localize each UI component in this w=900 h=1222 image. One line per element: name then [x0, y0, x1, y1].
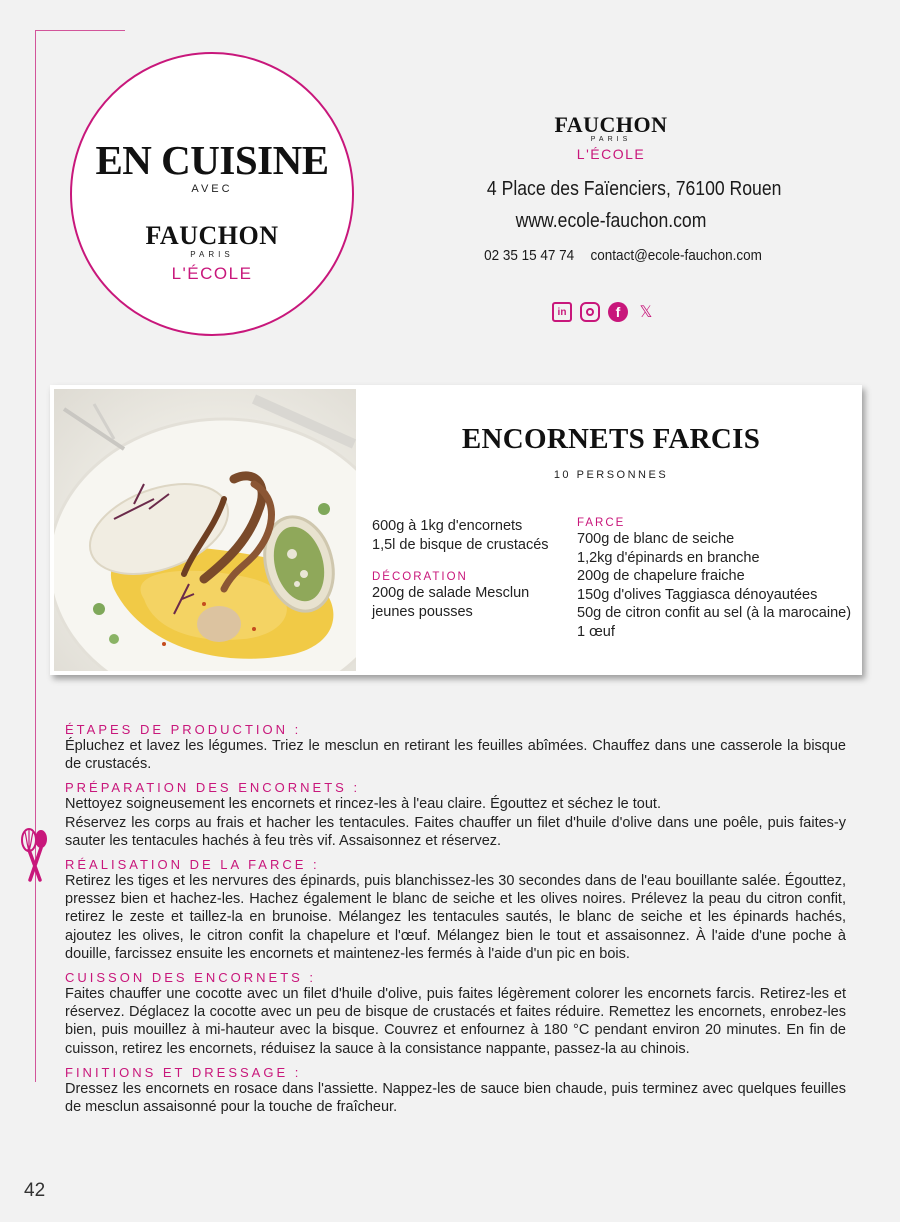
- step-text: Retirez les tiges et les nervures des épinards, puis blanchissez-les 30 secondes dans de l'eau bouillante salée. Égouttez, pressez bien et hachez-les. Hachez également le blanc de seiche et les olives noires. Prélevez la peau du citron confit, retirez le zeste et taillez-la en brunoise. Mélangez les tentacules sautés, le blanc de seiche et les épinards hachés, ajoutez les olives, le citron confit la chapelure et l'œuf. Mélangez bien le tout et assaisonnez. À l'aide d'une poche à douille, farcissez ensuite les encornets et maintenez-les fermés à l'aide d'un pic en bois.: [65, 873, 846, 962]
- circle-title: EN CUISINE: [95, 137, 329, 183]
- social-links: [552, 302, 656, 322]
- whisk-spoon-icon: [18, 828, 52, 884]
- contact-phone-email: [484, 247, 762, 264]
- contact-brand-sub: PARIS: [590, 136, 632, 143]
- facebook-icon[interactable]: f: [608, 302, 628, 322]
- step-text: Dressez les encornets en rosace dans l'assiette. Nappez-les de sauce bien chaude, puis terminez avec quelques feuilles de mesclun assaisonné pour la touche de fraîcheur.: [65, 1080, 846, 1116]
- ingredients-left-column: [372, 517, 562, 621]
- contact-ecole: L'ÉCOLE: [576, 146, 646, 162]
- step-text: Nettoyez soigneusement les encornets et rincez-les à l'eau claire. Égouttez et séchez le tout. Réservez les corps au frais et hacher les tentacules. Faites chauffer un filet d'huile d'olive dans une poêle, puis faites-y sauter les tentacules hachés à feu très vif. Assaisonnez et réservez.: [65, 796, 846, 849]
- decoration-heading: DÉCORATION: [372, 571, 468, 583]
- frame-line-left: [35, 30, 36, 1082]
- contact-website-link[interactable]: www.ecole-fauchon.com: [515, 210, 707, 232]
- dish-photo: [54, 389, 356, 671]
- ingredient-item: jeunes pousses: [372, 603, 473, 620]
- dish-illustration: [54, 389, 356, 671]
- ingredient-item: 200g de chapelure fraiche: [577, 568, 745, 584]
- contact-email-link[interactable]: contact@ecole-fauchon.com: [590, 247, 762, 264]
- ingredient-item: 150g d'olives Taggiasca dénoyautées: [577, 586, 818, 603]
- ingredients-right-column: [577, 516, 859, 641]
- x-icon[interactable]: 𝕏: [639, 304, 653, 321]
- step-heading: CUISSON DES ENCORNETS :: [65, 970, 317, 986]
- ingredient-item: 50g de citron confit au sel (à la marocaine): [577, 605, 852, 621]
- linkedin-icon[interactable]: in: [552, 302, 572, 322]
- circle-avec: AVEC: [191, 183, 233, 195]
- ingredient-item: 1 œuf: [577, 623, 615, 640]
- step-heading: PRÉPARATION DES ENCORNETS :: [65, 780, 361, 796]
- frame-line-top: [35, 30, 125, 31]
- recipe-steps: [65, 722, 846, 1116]
- ingredient-item: 1,2kg d'épinards en branche: [577, 549, 760, 566]
- ingredient-item: 600g à 1kg d'encornets: [372, 518, 523, 534]
- step-text: Faites chauffer une cocotte avec un filet d'huile d'olive, puis faites légèrement colorer les encornets farcis. Retirez-les et réservez. Déglacez la cocotte avec un peu de bisque de crustacés et faites réduire. Remettez les encornets, enrobez-les bien, puis mouillez à mi-hauteur avec la bisque. Couvrez et enfournez à 180 °C pendant environ 20 minutes. En fin de cuisson, retirez les encornets, réduisez la sauce à la consistance nappante, passez-la au chinois.: [65, 986, 846, 1057]
- ingredient-item: 700g de blanc de seiche: [577, 531, 735, 547]
- ingredient-item: 200g de salade Mesclun: [372, 585, 530, 601]
- step-heading: RÉALISATION DE LA FARCE :: [65, 857, 320, 873]
- recipe-servings: 10 PERSONNES: [553, 469, 669, 481]
- circle-ecole: L'ÉCOLE: [171, 264, 253, 283]
- farce-heading: FARCE: [577, 517, 626, 529]
- circle-brand: FAUCHON: [145, 221, 279, 250]
- instagram-icon[interactable]: [580, 302, 600, 322]
- page-number: 42: [24, 1180, 46, 1201]
- recipe-title: ENCORNETS FARCIS: [461, 423, 761, 455]
- contact-phone[interactable]: 02 35 15 47 74: [484, 247, 575, 264]
- en-cuisine-logo-circle: [70, 52, 354, 336]
- step-heading: FINITIONS ET DRESSAGE :: [65, 1064, 302, 1080]
- circle-brand-sub: PARIS: [190, 250, 234, 259]
- contact-address: 4 Place des Faïenciers, 76100 Rouen: [486, 178, 782, 200]
- recipe-card: [50, 385, 862, 675]
- step-text: Épluchez et lavez les légumes. Triez le mesclun en retirant les feuilles abîmées. Chauffez dans une casserole la bisque de crustacés.: [65, 738, 846, 773]
- contact-brand: FAUCHON: [554, 112, 668, 137]
- contact-block: [470, 112, 782, 264]
- ingredient-item: 1,5l de bisque de crustacés: [372, 536, 549, 553]
- step-heading: ÉTAPES DE PRODUCTION :: [65, 722, 302, 737]
